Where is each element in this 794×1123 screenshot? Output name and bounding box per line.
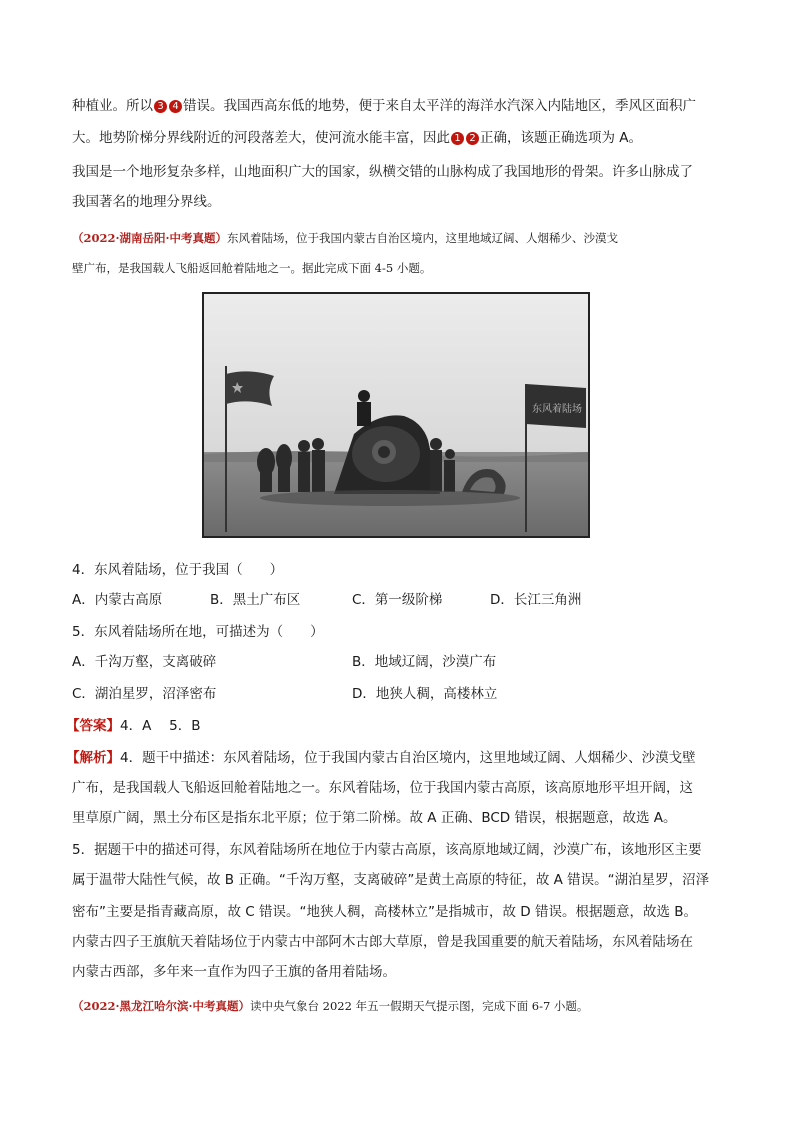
intro-line-3: 我国是一个地形复杂多样，山地面积广大的国家，纵横交错的山脉构成了我国地形的骨架。许多山脉成了 [72, 164, 693, 180]
analysis-line-1: 【解析】4．题干中描述：东风着陆场，位于我国内蒙古自治区境内，这里地域辽阔、人烟稀少、沙漠戈壁 [66, 750, 696, 766]
intro-line-2: 大。地势阶梯分界线附近的河段落差大，使河流水能丰富，因此 1 2 正确，该题正确选项为 A。 [72, 130, 643, 146]
q5-option-a[interactable]: A．千沟万壑，支离破碎 [72, 654, 217, 670]
intro-line-1: 种植业。所以 3 4 错误。我国西高东低的地势，便于来自太平洋的海洋水汽深入内陆地区，季风区面积广 [72, 98, 696, 114]
q4-option-d[interactable]: D．长江三角洲 [490, 592, 582, 608]
answer-line [66, 716, 200, 736]
q45-stem-line-2: 壁广布，是我国载人飞船返回舱着陆地之一。据此完成下面 4-5 小题。 [72, 261, 432, 275]
analysis-line-7: 内蒙古四子王旗航天着陆场位于内蒙古中部阿木古郎大草原，曾是我国重要的航天着陆场，东风着陆场在 [72, 934, 693, 950]
analysis-line-6: 密布”主要是指青藏高原，故 C 错误。“地狭人稠，高楼林立”是指城市，故 D 错误。根据题意，故选 B。 [72, 904, 698, 920]
q5-stem: 5．东风着陆场所在地，可描述为（ ） [72, 624, 324, 640]
analysis-line-4: 5．据题干中的描述可得，东风着陆场所在地位于内蒙古高原，该高原地域辽阔，沙漠广布，该地形区主要 [72, 842, 702, 858]
analysis-tag: 【解析】 [66, 750, 120, 766]
q5-option-c[interactable]: C．湖泊星罗，沼泽密布 [72, 686, 217, 702]
answer-tag: 【答案】 [66, 718, 120, 734]
q45-source: （2022·湖南岳阳·中考真题） [72, 231, 228, 245]
analysis-line-8: 内蒙古西部，多年来一直作为四子王旗的备用着陆场。 [72, 964, 396, 980]
q67-source: （2022·黑龙江哈尔滨·中考真题） [72, 999, 251, 1013]
q4-stem: 4．东风着陆场，位于我国（ ） [72, 562, 284, 578]
circled-1-icon: 1 [451, 132, 464, 145]
circled-4-icon: 4 [169, 100, 182, 113]
svg-text:东风着陆场: 东风着陆场 [532, 404, 582, 415]
answer-value: 4．A 5．B [120, 718, 201, 734]
circled-3-icon: 3 [154, 100, 167, 113]
capsule-landing-photo [202, 292, 590, 538]
analysis-line-2: 广布，是我国载人飞船返回舱着陆地之一。东风着陆场，位于我国内蒙古高原，该高原地形平坦开阔，这 [72, 780, 693, 796]
q67-stem: （2022·黑龙江哈尔滨·中考真题）读中央气象台 2022 年五一假期天气提示图，完成下面 6-7 小题。 [72, 999, 589, 1013]
q45-stem-line-1: （2022·湖南岳阳·中考真题）东风着陆场，位于我国内蒙古自治区境内，这里地域辽阔、人烟稀少、沙漠戈 [72, 231, 619, 245]
analysis-line-5: 属于温带大陆性气候，故 B 正确。“千沟万壑，支离破碎”是黄土高原的特征，故 A 错误。“湖泊星罗，沼泽 [72, 872, 710, 888]
q4-option-b[interactable]: B．黑土广布区 [210, 592, 301, 608]
circled-2-icon: 2 [466, 132, 479, 145]
q5-option-b[interactable]: B．地域辽阔，沙漠广布 [352, 654, 497, 670]
q5-option-d[interactable]: D．地狭人稠，高楼林立 [352, 686, 498, 702]
q4-option-c[interactable]: C．第一级阶梯 [352, 592, 443, 608]
q4-option-a[interactable]: A．内蒙古高原 [72, 592, 163, 608]
intro-line-4: 我国著名的地理分界线。 [72, 194, 221, 210]
analysis-line-3: 里草原广阔，黑土分布区是指东北平原；位于第二阶梯。故 A 正确、BCD 错误，根据题意，故选 A。 [72, 810, 677, 826]
